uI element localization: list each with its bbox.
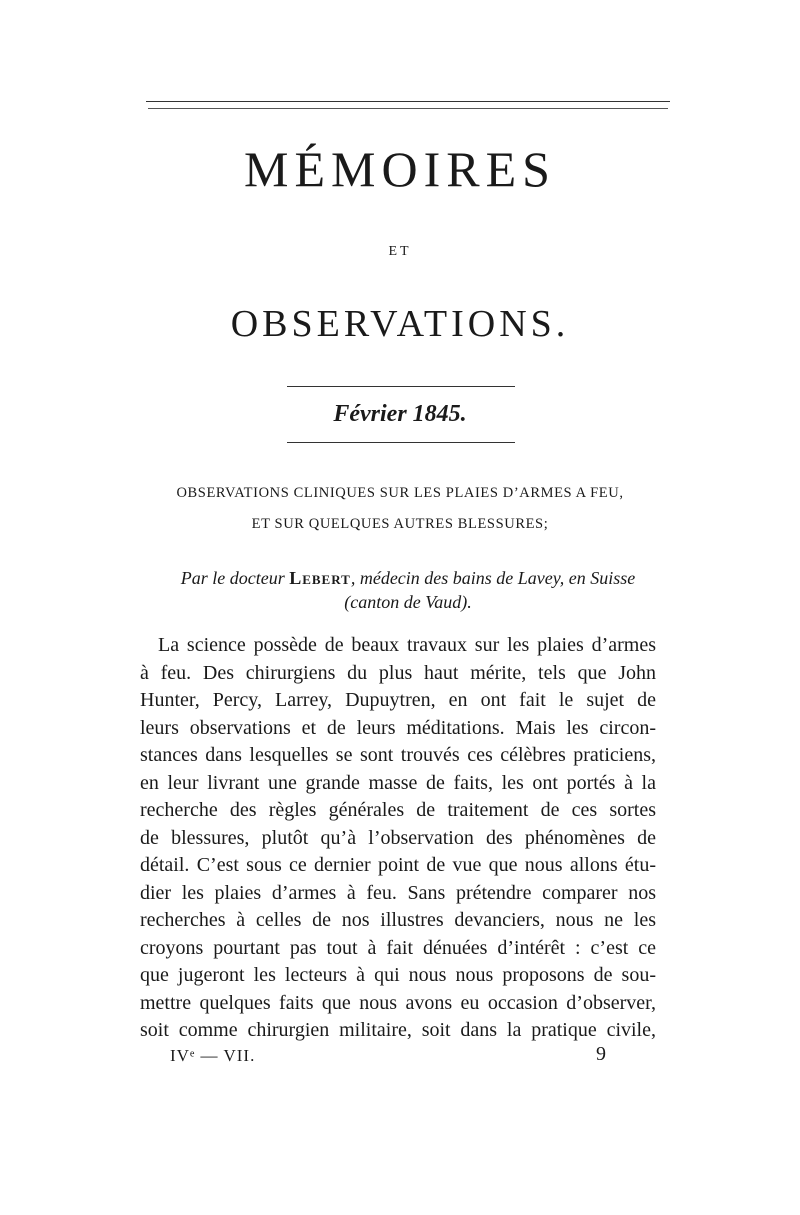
body-line: dier les plaies d’armes à feu. Sans prétendre comparer nos <box>140 881 656 904</box>
top-rule-thin <box>148 108 668 109</box>
date-rule-top <box>287 386 515 387</box>
body-line: stances dans lesquelles se sont trouvés ces célèbres praticiens, <box>140 744 656 766</box>
title-conjunction: ET <box>388 244 412 259</box>
page-number: 9 <box>596 1043 606 1065</box>
signature-mark: IVᵉ — VII. <box>170 1046 256 1065</box>
byline <box>128 566 688 614</box>
page-subtitle: OBSERVATIONS. <box>230 303 570 345</box>
byline-line-1 <box>128 566 688 590</box>
body-line: croyons pourtant pas tout à fait dénuées d’intérêt : c’est ce <box>140 936 656 959</box>
body-line: recherches à celles de nos illustres devanciers, nous ne les <box>140 909 656 931</box>
top-rule <box>146 101 670 102</box>
body-line: en leur livrant une grande masse de faits, les ont portés à la <box>140 771 656 794</box>
issue-date: Février 1845. <box>333 401 467 427</box>
body-line: recherche des règles générales de traitement de ces sortes <box>140 799 656 821</box>
body-line: mettre quelques faits que nous avons eu occasion d’observer, <box>140 991 656 1014</box>
byline-author: Lebert <box>289 568 351 588</box>
body-line: à feu. Des chirurgiens du plus haut mérite, tels que John <box>140 661 656 684</box>
body-line: de blessures, plutôt qu’à l’observation des phénomènes de <box>140 826 656 849</box>
body-line: détail. C’est sous ce dernier point de vue que nous allons étu- <box>140 854 656 876</box>
page-title: MÉMOIRES <box>244 141 556 197</box>
body-line: La science possède de beaux travaux sur les plaies d’armes <box>158 634 656 656</box>
body-line: Hunter, Percy, Larrey, Dupuytren, en ont fait le sujet de <box>140 689 656 711</box>
byline-prefix: Par le docteur <box>180 568 285 588</box>
article-title-line-1: OBSERVATIONS CLINIQUES SUR LES PLAIES D’ARMES A FEU, <box>176 485 624 501</box>
date-rule-bottom <box>287 442 515 443</box>
body-line: soit comme chirurgien militaire, soit dans la pratique civile, <box>140 1019 656 1041</box>
body-line: leurs observations et de leurs méditations. Mais les circon- <box>140 716 656 739</box>
byline-suffix: , médecin des bains de Lavey, en Suisse <box>350 568 636 588</box>
article-body <box>140 632 656 1045</box>
article-title <box>120 478 680 540</box>
article-title-line-2: ET SUR QUELQUES AUTRES BLESSURES; <box>251 516 549 532</box>
byline-line-2: (canton de Vaud). <box>344 592 472 612</box>
body-line: que jugeront les lecteurs à qui nous nous proposons de sou- <box>140 964 656 986</box>
